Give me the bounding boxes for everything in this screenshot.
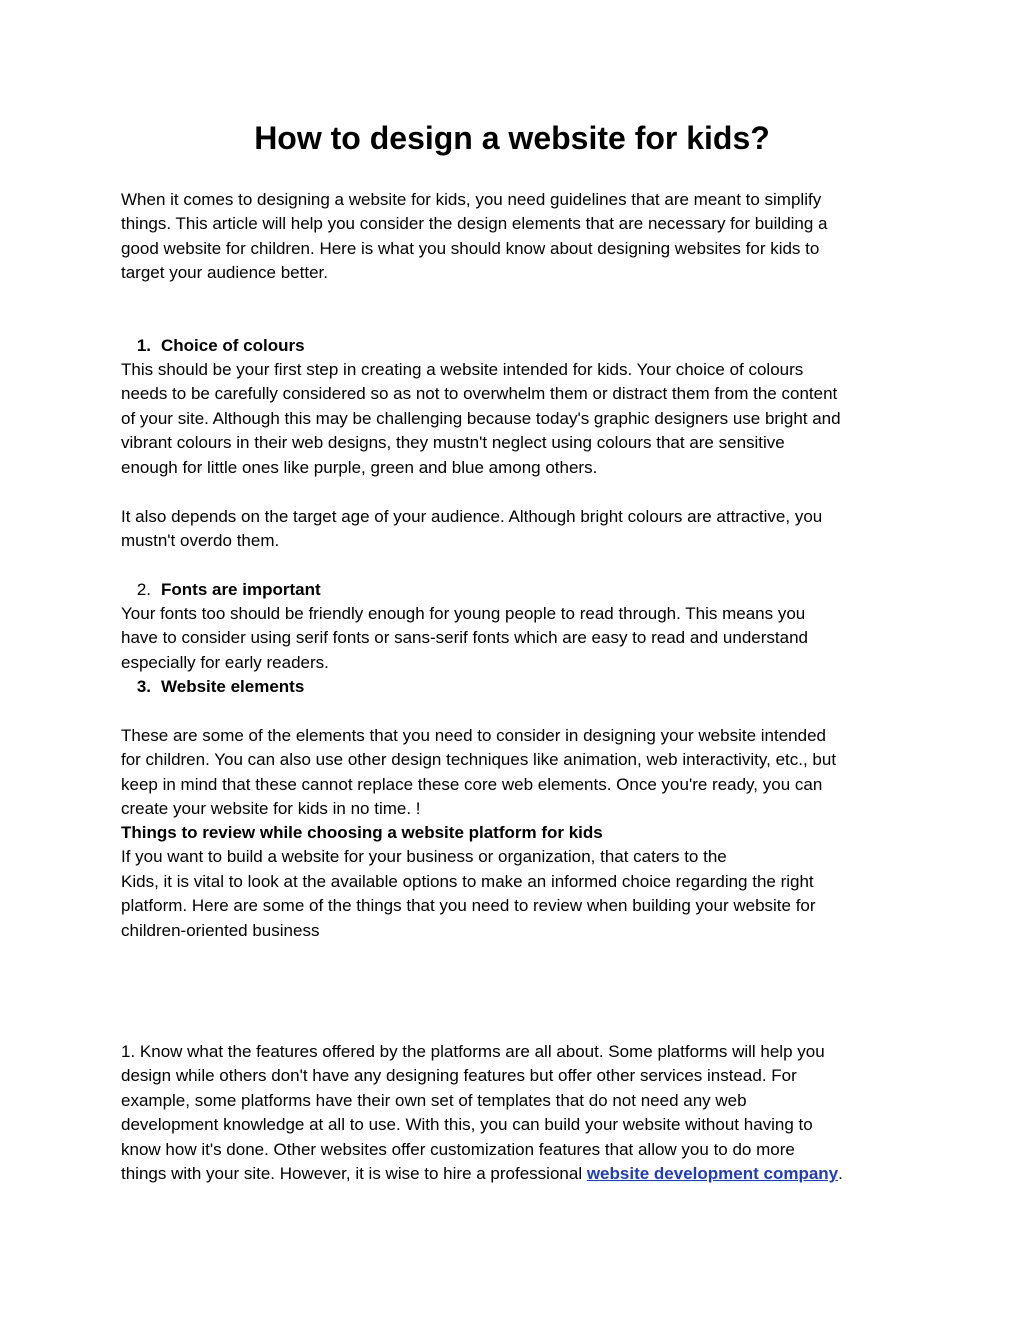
section-3-line: create your website for kids in no time. !: [121, 799, 421, 819]
review-line: children-oriented business: [121, 920, 320, 940]
section-3-heading: [91, 675, 304, 699]
section-1-line: mustn't overdo them.: [121, 531, 280, 551]
section-2-number: 2.: [136, 580, 151, 599]
point-1-line: know how it's done. Other websites offer customization features that allow you to do more: [121, 1139, 795, 1159]
review-line: Kids, it is vital to look at the available options to make an informed choice regarding the right: [121, 871, 814, 891]
section-3-line: These are some of the elements that you need to consider in designing your website intended: [121, 726, 826, 745]
point-1-last-line-text: things with your site. However, it is wise to hire a professional: [121, 1164, 587, 1184]
section-1-line: It also depends on the target age of your audience. Although bright colours are attractive, you: [121, 507, 823, 526]
intro-line: good website for children. Here is what you should know about designing websites for kids to: [121, 238, 820, 258]
section-3-paragraph: [121, 724, 921, 822]
section-1-title: Choice of colours: [161, 336, 305, 355]
review-section: [121, 821, 921, 943]
review-line: platform. Here are some of the things that you need to review when building your website for: [121, 896, 816, 916]
intro-line: target your audience better.: [121, 263, 328, 283]
section-2-paragraph: [121, 602, 921, 675]
section-3-number: 3.: [136, 677, 151, 696]
section-2-line: especially for early readers.: [121, 652, 329, 672]
section-1-number: 1.: [136, 336, 151, 355]
section-2-heading: [91, 578, 321, 602]
point-1-line: 1. Know what the features offered by the platforms are all about. Some platforms will help you: [121, 1042, 825, 1061]
section-1-line: This should be your first step in creating a website intended for kids. Your choice of colours: [121, 360, 804, 379]
document-title: How to design a website for kids?: [254, 120, 770, 156]
review-heading: Things to review while choosing a website platform for kids: [121, 823, 603, 842]
website-development-company-link[interactable]: website development company: [586, 1164, 839, 1184]
point-1-paragraph: [121, 1040, 921, 1186]
section-3-title: Website elements: [161, 677, 305, 696]
point-1-period: .: [838, 1164, 843, 1184]
point-1-line: development knowledge at all to use. With this, you can build your website without having to: [121, 1115, 813, 1135]
intro-line: When it comes to designing a website for kids, you need guidelines that are meant to simplify: [121, 190, 822, 209]
section-3-line: for children. You can also use other design techniques like animation, web interactivity, etc., but: [121, 750, 837, 770]
section-1-paragraph-2: [121, 505, 921, 554]
section-1-paragraph: [121, 358, 921, 480]
section-3-line: keep in mind that these cannot replace these core web elements. Once you're ready, you can: [121, 774, 823, 794]
point-1-line: design while others don't have any designing features but offer other services instead. For: [121, 1066, 797, 1086]
section-2-title: Fonts are important: [161, 580, 321, 599]
intro-line: things. This article will help you consider the design elements that are necessary for building a: [121, 214, 828, 234]
section-2-line: Your fonts too should be friendly enough for young people to read through. This means you: [121, 604, 806, 623]
section-1-line: enough for little ones like purple, green and blue among others.: [121, 457, 598, 477]
section-1-heading: [91, 334, 305, 358]
section-1-line: vibrant colours in their web designs, they mustn't neglect using colours that are sensitive: [121, 433, 785, 453]
point-1-line: example, some platforms have their own set of templates that do not need any web: [121, 1090, 747, 1110]
section-1-line: needs to be carefully considered so as not to overwhelm them or distract them from the content: [121, 384, 838, 404]
intro-paragraph: [121, 188, 921, 286]
section-1-line: of your site. Although this may be challenging because today's graphic designers use bright and: [121, 408, 841, 428]
point-1-last-line: [121, 1162, 921, 1186]
review-line: If you want to build a website for your business or organization, that caters to the: [121, 847, 727, 867]
section-2-line: have to consider using serif fonts or sans-serif fonts which are easy to read and understand: [121, 628, 808, 648]
